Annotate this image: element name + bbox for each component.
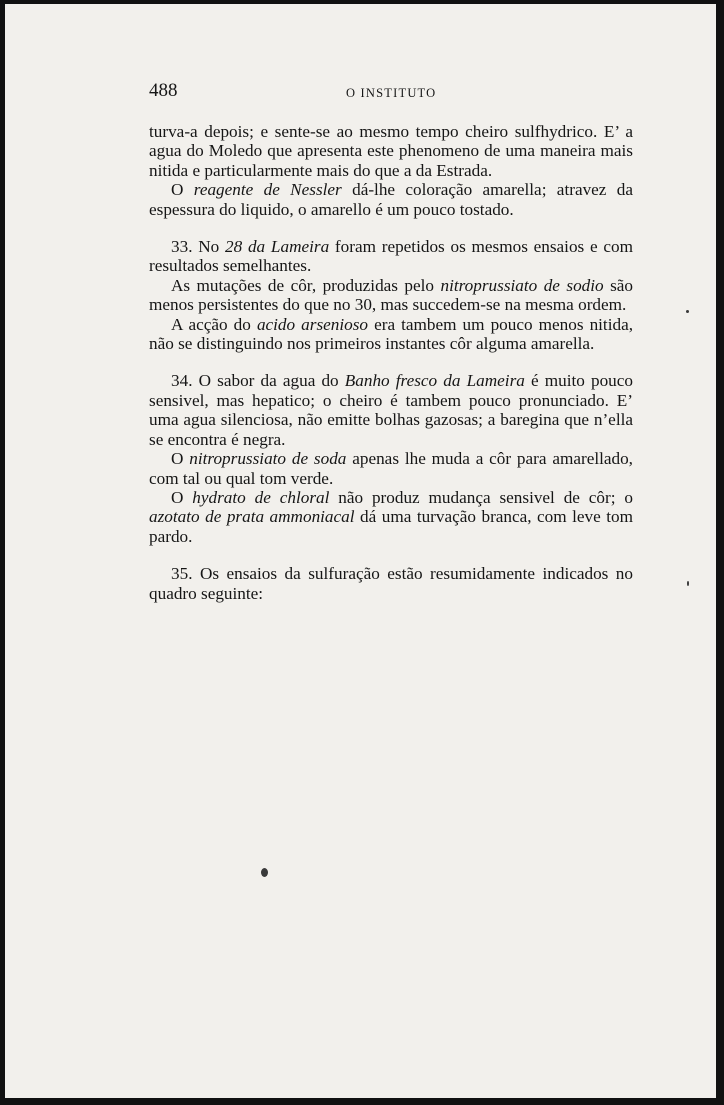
paragraph-chloral [149,488,633,546]
ink-speck [686,310,689,313]
text-run: dá uma turvação branca, com leve tom pardo. [149,507,633,546]
text-run: não produz mudança sensivel de côr; o [329,487,633,507]
paragraph-nessler [149,180,633,219]
italic-run: 28 da Lameira [225,237,330,257]
text-run: O [171,487,193,507]
running-title: O INSTITUTO [346,86,437,100]
text-run: 33. No [171,237,226,257]
text-run: foram repetidos os mesmos ensaios e com resultados semelhantes. [149,237,633,276]
paragraph-mutacoes [149,276,633,315]
ink-speck [687,581,689,586]
text-run: era tambem um pouco menos nitida, não se distinguindo nos primeiros instantes côr alguma amarella. [149,314,634,354]
body-text [149,122,633,603]
italic-run: reagente de Nessler [193,180,342,200]
page-header [149,80,619,104]
text-run: são menos persistentes do que no 30, mas succedem-se na mesma ordem. [149,275,633,315]
paragraph-section-35 [149,564,633,603]
paragraph-nitroprussiato [149,449,633,488]
paragraph-continuation [149,122,633,180]
page-number: 488 [149,80,178,101]
italic-run: Banho fresco da Lameira [344,371,525,391]
paragraph-accao [149,315,633,354]
text-run: As mutações de côr, produzidas pelo [171,275,441,295]
text-run: 35. Os ensaios da sulfuração estão resumidamente indicados no quadro seguinte: [149,564,633,603]
italic-run: acido arsenioso [256,314,369,334]
text-run: é muito pouco sensivel, mas hepatico; o cheiro é tambem pouco pronunciado. E’ uma agua silenciosa, não emitte bolhas gazosas; a baregina que n’ella se encontra é negra. [149,371,633,449]
italic-run: nitroprussiato de soda [189,449,347,469]
text-run: O [171,449,190,469]
book-page [5,4,716,1098]
text-run: apenas lhe muda a côr para amarellado, com tal ou qual tom verde. [149,449,633,488]
paragraph-section-33 [149,237,633,276]
italic-run: azotato de prata ammoniacal [149,507,355,527]
italic-run: hydrato de chloral [192,487,330,507]
text-run: O [171,180,194,200]
text-run: turva-a depois; e sente-se ao mesmo tempo cheiro sulfhydrico. E’ a agua do Moledo que apresenta este phenomeno de uma maneira mais nitida e particularmente mais do que a da Estrada. [149,122,633,180]
ink-speck [261,868,268,877]
paragraph-section-34 [149,371,633,449]
text-run: A acção do [171,314,257,334]
text-run: dá-lhe coloração amarella; atravez da espessura do liquido, o amarello é um pouco tostado. [149,180,633,219]
italic-run: nitroprussiato de sodio [440,275,604,295]
text-run: 34. O sabor da agua do [171,371,345,391]
